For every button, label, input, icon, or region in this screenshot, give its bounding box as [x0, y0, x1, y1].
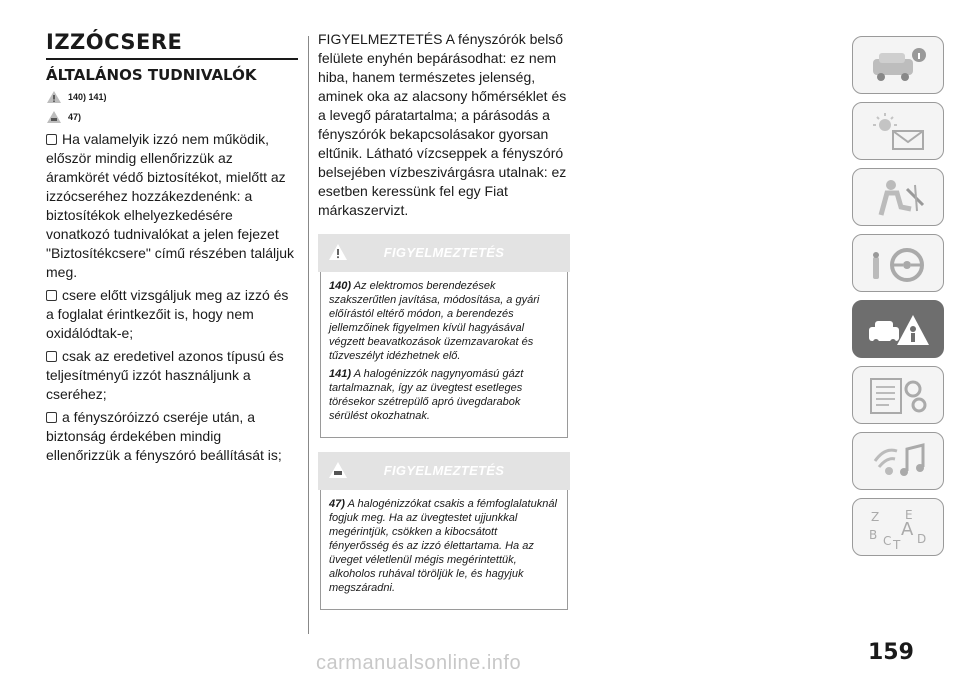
svg-text:T: T [893, 538, 901, 549]
warning-box-2 [320, 490, 568, 610]
tab-steering[interactable] [852, 234, 944, 292]
note-paragraph: FIGYELMEZTETÉS A fényszórók belső felülete enyhén bepárásodhat: ez nem hiba, hanem természetes jelenség, aminek oka az alacsony hőmérséklet és a levegő páratartalma; a párásodás a fényszórók bekapcsolásakor gyorsan eltűnik. Látható vízcseppek a fényszóró belsejében vízbeszivárgásra utalnak: ez esetben keressünk fel egy Fiat márkaszervizt. [318, 31, 567, 218]
svg-text:D: D [917, 532, 927, 546]
ref-text: 47) [68, 112, 82, 122]
right-column [318, 30, 570, 610]
svg-text:B: B [869, 528, 878, 542]
warning-lights-icon [867, 111, 931, 153]
warning-triangle-icon [46, 90, 62, 104]
maintenance-icon [867, 375, 931, 417]
chapter-sidebar [852, 36, 944, 564]
svg-text:C: C [883, 534, 892, 548]
watermark: carmanualsonline.info [316, 652, 522, 674]
page-number: 159 [868, 640, 914, 665]
tab-maintenance[interactable] [852, 366, 944, 424]
emergency-icon [867, 309, 931, 351]
list-item: csak az eredetivel azonos típusú és teljesítményű izzót használjunk a cseréhez; [46, 348, 284, 402]
checkbox-bullet-icon [46, 290, 57, 301]
list-item: Ha valamelyik izzó nem működik, először mindig ellenőrizzük az áramkörét védő biztosítékot, mielőtt az izzócseréhez hozzákezdenénk: a biztosítékok elhelyezkedésére vonatkozó tudnivalókat a jelen fejezet "Biztosítékcsere" című részében találjuk meg. [46, 131, 295, 280]
section-title: IZZÓCSERE [46, 30, 298, 60]
checkbox-bullet-icon [46, 412, 57, 423]
checkbox-bullet-icon [46, 134, 57, 145]
svg-text:A: A [901, 519, 914, 540]
tab-emergency[interactable] [852, 300, 944, 358]
tab-safety[interactable] [852, 168, 944, 226]
index-icon [867, 507, 931, 549]
ref-text: 140) 141) [68, 92, 107, 102]
svg-text:E: E [905, 508, 913, 522]
steering-icon [867, 243, 931, 285]
subsection-title: ÁLTALÁNOS TUDNIVALÓK [46, 66, 257, 84]
list-item: csere előtt vizsgáljuk meg az izzó és a foglalat érintkezőit is, hogy nem oxidálódtak-e; [46, 287, 289, 341]
warning-item: 47) A halogénizzókat csakis a fémfoglalatuknál fogjuk meg. Ha az üvegtestet ujjunkkal megérintjük, csökken a kibocsátott fényerősség és az izzó élettartama. Ha az üveget véletlenül mégis megérintettük, alkoholos ruhával töröljük le, és hagyjuk megszáradni. [329, 498, 557, 594]
warning-item: 141) A halogénizzók nagynyomású gázt tartalmaznak, így az üvegtest esetleges törésekor szétrepülő apró üvegdarabok sérülést okozhatnak. [329, 368, 524, 422]
warning-header-1 [318, 234, 570, 272]
warning-header-2 [318, 452, 570, 490]
safety-icon [867, 177, 931, 219]
warning-ref-1 [46, 90, 298, 104]
warning-box-1 [320, 272, 568, 438]
caution-triangle-icon [46, 110, 62, 124]
list-item: a fényszóróizzó cseréje után, a biztonság érdekében mindig ellenőrizzük a fényszóró beállítását is; [46, 409, 282, 463]
car-info-icon [867, 45, 931, 87]
warning-ref-2 [46, 110, 298, 124]
svg-text:Z: Z [871, 510, 880, 524]
checkbox-bullet-icon [46, 351, 57, 362]
warning-item: 140) Az elektromos berendezések szakszerűtlen javítása, módosítása, a gyári előírástól eltérő módon, a berendezés jellemzőinek figyelmen kívül hagyásával végzett beavatkozások üzemzavarokat és tűzveszélyt idézhetnek elő. [329, 280, 540, 362]
multimedia-icon [867, 441, 931, 483]
warning-title: FIGYELMEZTETÉS [383, 245, 505, 260]
tab-index[interactable] [852, 498, 944, 556]
column-divider [308, 36, 309, 634]
tab-warning-lights[interactable] [852, 102, 944, 160]
tab-multimedia[interactable] [852, 432, 944, 490]
warning-title: FIGYELMEZTETÉS [383, 463, 505, 478]
tab-car-info[interactable] [852, 36, 944, 94]
left-column [46, 30, 298, 469]
